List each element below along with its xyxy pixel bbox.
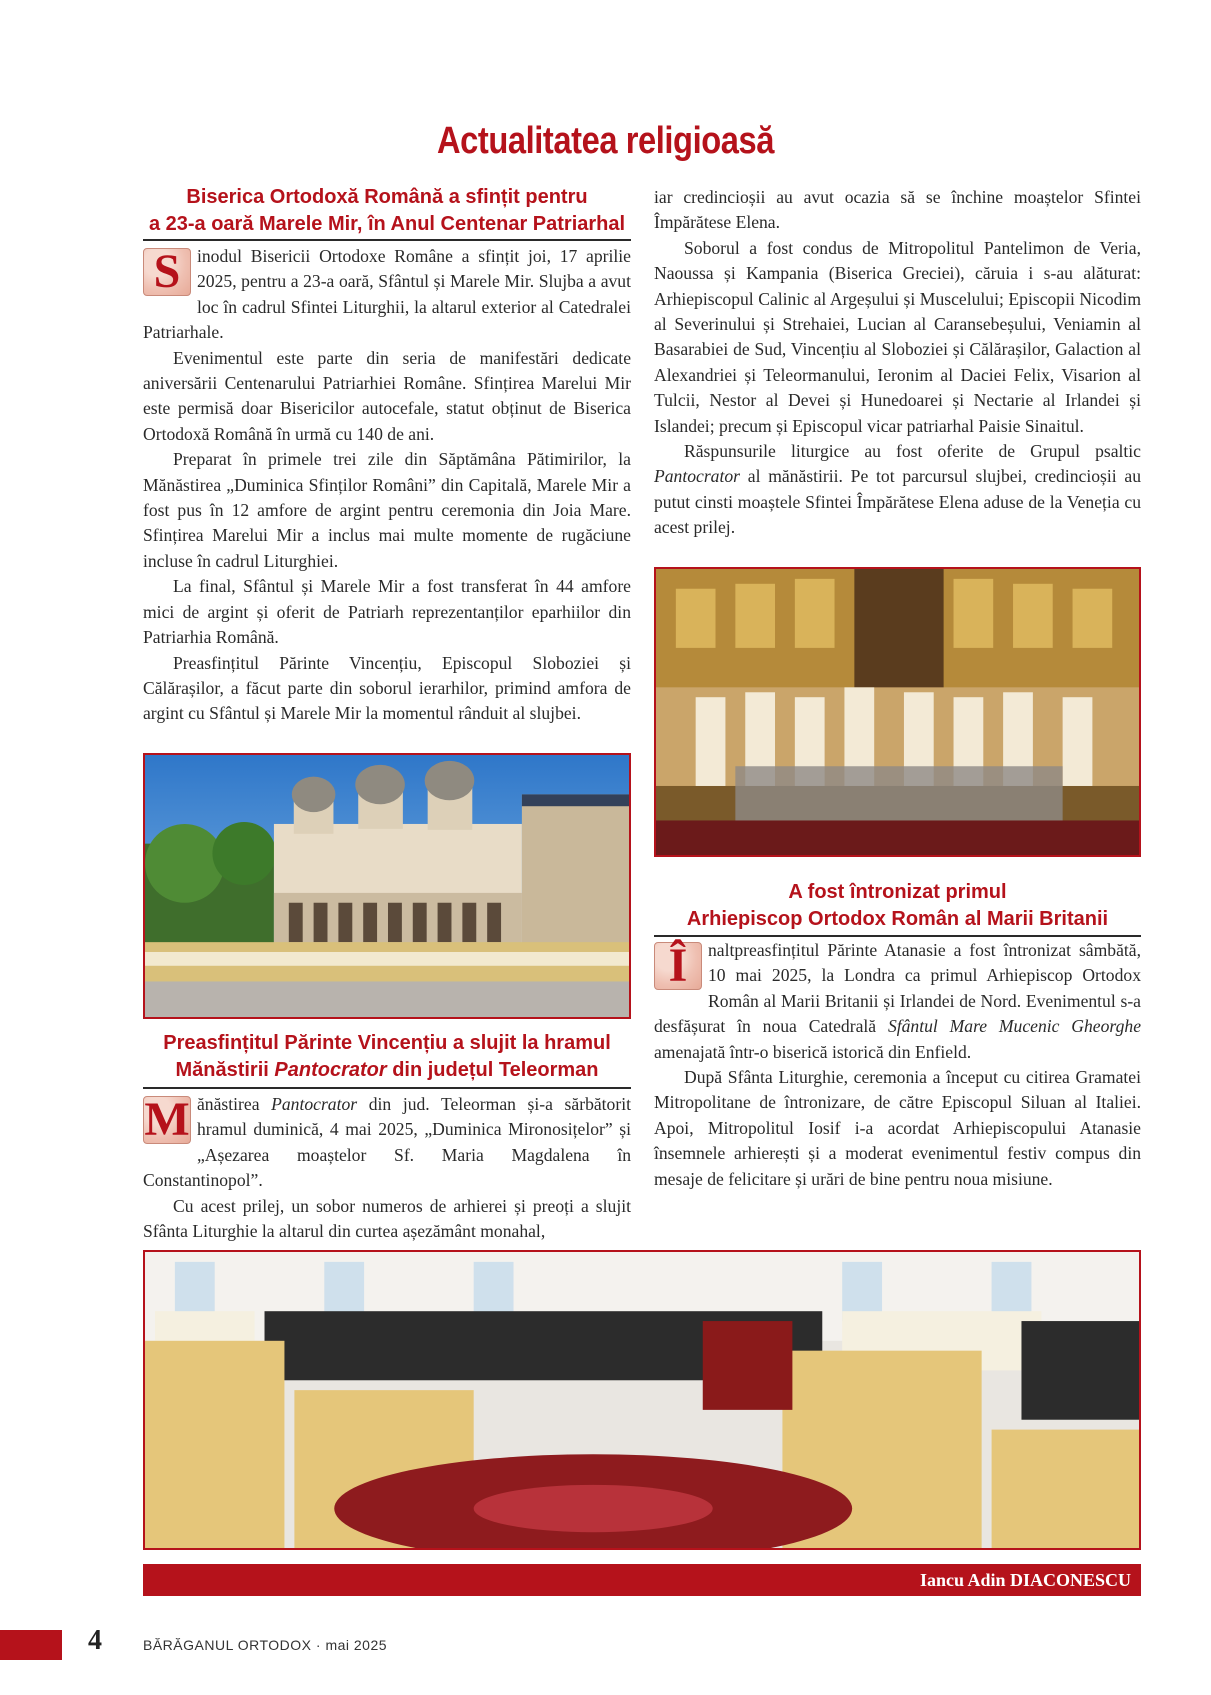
article2-body-continued <box>654 185 1141 541</box>
cathedral-illustration <box>145 755 629 1017</box>
author-bar <box>143 1564 1141 1596</box>
author-name: Iancu Adin DIACONESCU <box>919 1570 1131 1590</box>
article1-body <box>143 244 631 727</box>
article2-paragraph: iar credincioșii au avut ocazia să se închine moaștelor Sfintei Împărătese Elena. <box>654 187 1141 233</box>
article1-paragraph: Preparat în primele trei zile din Săptămâna Pătimirilor, la Mănăstirea „Duminica Sfinților Români” din Capitală, Marele Mir a fost pus în 12 amfore de argint pentru ceremonia din Joia Mare. Sfințirea Marelui Mir a inclus mai multe momente de rugăciune incluse în cadrul Liturghiei. <box>143 449 631 571</box>
page-title: Actualitatea religioasă <box>436 120 775 162</box>
article1-paragraph: Preasfințitul Părinte Vincențiu, Episcopul Sloboziei și Călărașilor, a făcut parte din soborul ierarhilor, primind amfora de argint cu Sfântul și Marele Mir la momentul rânduit al slujbei. <box>143 652 631 724</box>
article1-paragraph: Evenimentul este parte din seria de manifestări dedicate aniversării Centenarului Patriarhiei Române. Sfințirea Marelui Mir este permisă doar Bisericilor autocefale, statut obținut de Biserica Ortodoxă Română în urmă cu 140 de ani. <box>143 347 631 444</box>
article1-headline-line2: a 23-a oară Marele Mir, în Anul Centenar Patriarhal <box>148 213 626 235</box>
article3-headline-line1: A fost întronizat primul <box>788 881 1007 903</box>
article2-paragraph: Soborul a fost condus de Mitropolitul Pantelimon de Veria, Naoussa și Kampania (Biserica Greciei), căruia i s-au alăturat: Arhiepiscopul Calinic al Argeșului și Muscelului; Episcopii Nicodim al Severinului și Strehaiei, Lucian al Caransebeșului, Veniamin al Basarabiei de Sud, Vincențiu al Sloboziei și Călărașilor, Galaction al Alexandriei și Teleormanului, Ieronim al Daciei Felix, Visarion al Tulcii, Nestor al Devei și Hunedoarei și Nectarie al Irlandei și Islandei; precum și Episcopul vicar patriarhal Paisie Sinaitul. <box>654 237 1141 436</box>
article2-headline <box>143 1030 631 1084</box>
article1-headline-line1: Biserica Ortodoxă Română a sfințit pentru <box>186 186 588 208</box>
article1-paragraph: La final, Sfântul și Marele Mir a fost transferat în 44 amfore mici de argint și oferit de Patriarh reprezentanților eparhiilor din Patriarhia Română. <box>143 576 631 648</box>
article3-rule <box>654 935 1141 937</box>
article1-headline <box>143 184 631 238</box>
article1-dropcap: S <box>143 248 191 296</box>
article3-dropcap: Î <box>654 942 702 990</box>
article3-headline <box>654 879 1141 933</box>
page-number: 4 <box>88 1625 102 1656</box>
article1-rule <box>143 239 631 241</box>
article2-paragraph: Cu acest prilej, un sobor numeros de arhierei și preoți a slujit Sfânta Liturghie la altarul din curtea așezământ monahal, <box>143 1195 631 1242</box>
article3-paragraph: Î naltpreasfințitul Părinte Atanasie a fost întronizat sâmbătă, 10 mai 2025, la Londra ca primul Arhiepiscop Ortodox Român al Marii Britanii și Irlandei de Nord. Evenimentul s-a desfășurat în noua Catedrală Sfântul Mare Mucenic Gheorghe amenajată într-o biserică istorică din Enfield. <box>654 939 1142 1062</box>
liturgy-photo <box>654 567 1141 857</box>
article3-paragraph: După Sfânta Liturghie, ceremonia a început cu citirea Gramatei Mitropolitane de întronizare, de către Episcopul Siluan al Italiei. Apoi, Mitropolitul Iosif i-a acordat Arhiepiscopului Atanasie însemnele arhierești și a moderat evenimentul festiv compus din mesaje de felicitare și urări de bine pentru noua misiune. <box>654 1067 1141 1189</box>
article1-paragraph: S inodul Bisericii Ortodoxe Române a sfințit joi, 17 aprilie 2025, pentru a 23-a oară, Sfântul și Marele Mir. Slujba a avut loc în cadrul Sfintei Liturghii, la altarul exterior al Catedralei Patriarhale. <box>143 245 631 343</box>
article2-rule <box>143 1087 631 1089</box>
article3-body <box>654 938 1141 1192</box>
article2-paragraph: Răspunsurile liturgice au fost oferite de Grupul psaltic Pantocrator al mănăstirii. Pe tot parcursul slujbei, credincioșii au putut cinsti moaștele Sfintei Împărătese Elena aduse de la Veneția cu acest prilej. <box>654 441 1141 538</box>
article3-headline-line2: Arhiepiscop Ortodox Român al Marii Britanii <box>686 908 1109 930</box>
publication-name: BĂRĂGANUL ORTODOX · mai 2025 <box>143 1637 388 1653</box>
liturgy-illustration <box>656 569 1139 855</box>
footer-accent-block <box>0 1630 62 1660</box>
enthronement-photo <box>143 1250 1141 1550</box>
article2-paragraph: M ănăstirea Pantocrator din jud. Teleorman și-a sărbătorit hramul duminică, 4 mai 2025, „Duminica Mironosițelor” și „Așezarea moaștelor Sf. Maria Magdalena în Constantinopol”. <box>143 1093 631 1191</box>
article2-dropcap: M <box>144 1093 190 1146</box>
article2-body <box>143 1092 631 1244</box>
enthronement-illustration <box>145 1252 1139 1548</box>
article2-headline-line2: Mănăstirii Pantocrator din județul Teleorman <box>175 1059 599 1081</box>
article2-headline-line1: Preasfințitul Părinte Vincențiu a slujit la hramul <box>163 1032 611 1054</box>
cathedral-photo <box>143 753 631 1019</box>
